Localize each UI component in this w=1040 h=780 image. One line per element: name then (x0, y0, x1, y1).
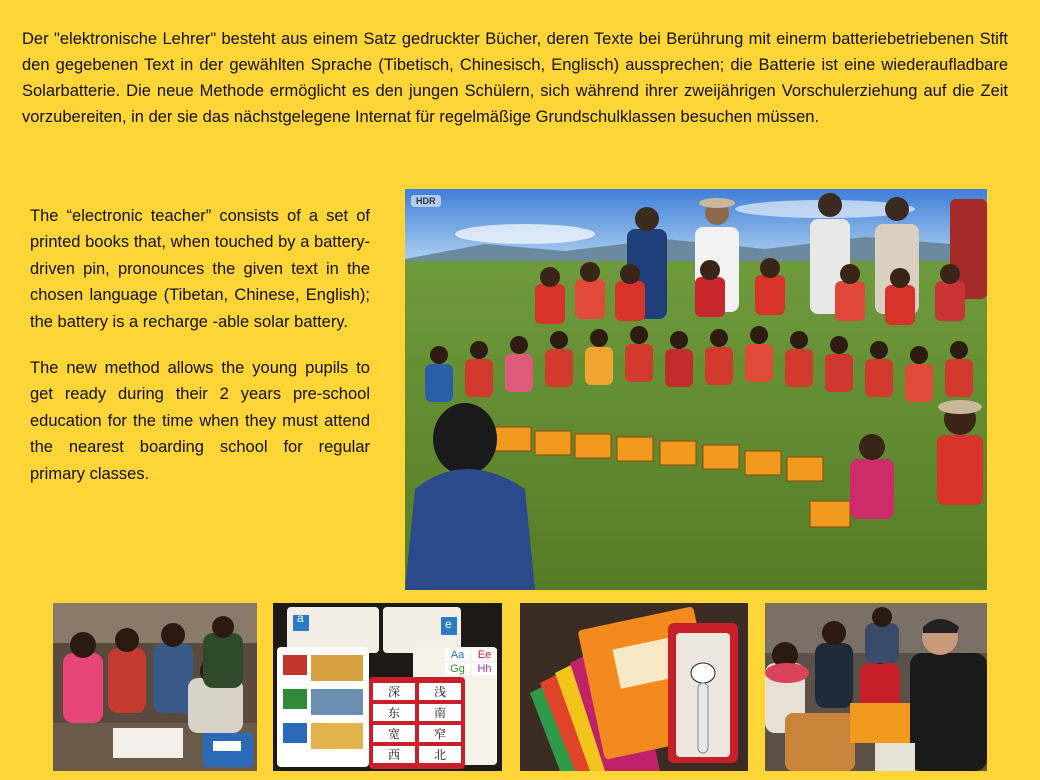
character-card: 南 (419, 704, 461, 721)
thumbnail-1-illustration (53, 603, 257, 771)
thumbnail-3-illustration (520, 603, 748, 771)
thumbnail-adult-with-children (765, 603, 987, 771)
character-card: 宽 (373, 725, 415, 742)
english-paragraph-1: The “electronic teacher” consists of a set of printed books that, when touched by a battery-driven pin, pronounces the given text in the chosen language (Tibetan, Chinese, English); the battery is a recharge -able solar battery. (30, 207, 370, 331)
german-paragraph: Der "elektronische Lehrer" besteht aus einem Satz gedruckter Bücher, deren Texte bei Berührung mit einerm batteriebetriebenen Stift den gegebenen Text in der gewählten Sprache (Tibetisch, Chinesisch, Englisch) aussprechen; die Batterie ist eine wiederaufladbare Solarbatterie. Die neue Methode ermöglicht es den jungen Schülern, sich während ihrer zweijährigen Vorschulerziehung auf die Zeit vorzubereiten, in der sie das nächstgelegene Internat für regelmäßige Grundschulklassen besuchen müssen. (22, 30, 1008, 126)
letter-card: Gg (445, 663, 470, 675)
thumbnail-2-character-grid (373, 683, 461, 763)
character-card: 北 (419, 746, 461, 763)
letter-card: Ee (472, 649, 497, 661)
thumbnail-picture-cards (273, 603, 502, 771)
character-card: 西 (373, 746, 415, 763)
letter-card: Aa (445, 649, 470, 661)
main-photo-children-grassland (405, 189, 987, 590)
letter-card-a: a (297, 611, 304, 625)
thumbnail-children-tent (53, 603, 257, 771)
hdr-badge: HDR (411, 195, 441, 207)
letter-card-e: e (445, 617, 452, 631)
thumbnail-4-illustration (765, 603, 987, 771)
thumbnail-2-letter-cards (445, 649, 497, 675)
english-paragraph-2: The new method allows the young pupils to get ready during their 2 years pre-school education for the time when they must attend the nearest boarding school for regular primary classes. (30, 359, 370, 483)
character-card: 东 (373, 704, 415, 721)
thumbnail-books-and-pen (520, 603, 748, 771)
main-photo-illustration (405, 189, 987, 590)
character-card: 浅 (419, 683, 461, 700)
character-card: 深 (373, 683, 415, 700)
english-text-column (30, 203, 370, 487)
letter-card: Hh (472, 663, 497, 675)
character-card: 窄 (419, 725, 461, 742)
